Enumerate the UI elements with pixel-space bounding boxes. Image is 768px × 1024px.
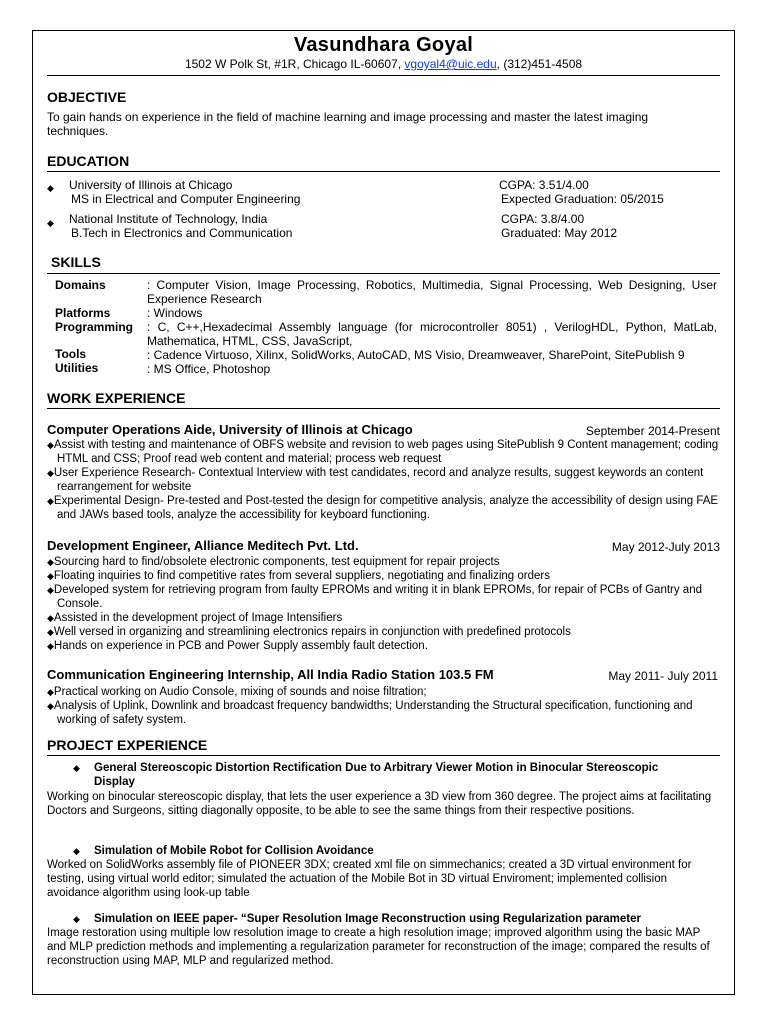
list-item: ◆User Experience Research- Contextual Interview with test candidates, record and analyze results, suggest keywords an content rearrangement for website	[47, 467, 704, 493]
job-bullets-3	[47, 685, 719, 727]
project-desc-3: Image restoration using multiple low resolution image to create a high resolution image; improved algorithm using the basic MAP and MLP prediction methods and implementing a regularization parameter for reconstruction of the image; compared the results of reconstruction using MAP, MLP and regularized method.	[47, 927, 710, 967]
objective-text: To gain hands on experience in the field of machine learning and image processing and master the latest imaging techniques.	[47, 110, 649, 138]
project-title-2: Simulation of Mobile Robot for Collision Avoidance	[94, 845, 374, 857]
skill-value-tools: : Cadence Virtuoso, Xilinx, SolidWorks, AutoCAD, MS Visio, Dreamweaver, SharePoint, SitePublish 9	[147, 348, 685, 362]
list-item: ◆Assisted in the development project of Image Intensifiers	[47, 612, 343, 624]
phone-text: , (312)451-4508	[496, 57, 583, 71]
work-heading: WORK EXPERIENCE	[47, 390, 186, 406]
edu-grad-1: Expected Graduation: 05/2015	[501, 192, 664, 206]
job-title-1: Computer Operations Aide, University of Illinois at Chicago	[47, 422, 413, 437]
skill-label-tools: Tools	[55, 347, 87, 361]
job-title-3: Communication Engineering Internship, All India Radio Station 103.5 FM	[47, 667, 494, 682]
edu-school-1: University of Illinois at Chicago	[69, 178, 233, 192]
list-item: ◆Practical working on Audio Console, mixing of sounds and noise filtration;	[47, 686, 427, 698]
skill-label-domains: Domains	[55, 278, 106, 292]
project-desc-1: Working on binocular stereoscopic display, that lets the user experience a 3D view from 360 degree. The project aims at facilitating Doctors and Surgeons, sitting diagonally opposite, to be able to see the same things from their respective positions.	[47, 791, 712, 817]
objective-heading: OBJECTIVE	[47, 89, 127, 105]
edu-gpa-1: CGPA: 3.51/4.00	[499, 178, 589, 192]
bullet-icon: ◆	[73, 763, 80, 773]
skill-label-platforms: Platforms	[55, 306, 111, 320]
skill-value-utilities: : MS Office, Photoshop	[147, 362, 271, 376]
edu-school-2: National Institute of Technology, India	[69, 212, 268, 226]
bullet-icon: ◆	[73, 914, 80, 924]
job-date-2: May 2012-July 2013	[611, 540, 720, 554]
projects-divider	[47, 755, 720, 756]
job-bullets-1	[47, 438, 719, 522]
list-item: ◆Experimental Design- Pre-tested and Post-tested the design for competitive analysis, analyze the accessibility of design using FAE and JAWs based tools, analyze the accessibility for keyboard functioning.	[47, 495, 719, 521]
list-item: ◆Floating inquiries to find competitive rates from several suppliers, negotiating and finalizing orders	[47, 570, 550, 582]
skill-label-utilities: Utilities	[55, 361, 99, 375]
skill-value-programming: : C, C++,Hexadecimal Assembly language (for microcontroller 8051) , VerilogHDL, Python, MatLab, Mathematica, HTML, CSS, JavaScript,	[147, 320, 717, 348]
skill-label-programming: Programming	[55, 320, 134, 334]
candidate-name: Vasundhara Goyal	[293, 34, 474, 56]
project-title-3: Simulation on IEEE paper- “Super Resolution Image Reconstruction using Regularization parameter	[94, 913, 641, 925]
contact-line	[33, 57, 734, 71]
skill-value-domains: : Computer Vision, Image Processing, Robotics, Multimedia, Signal Processing, Web Designing, User Experience Research	[147, 278, 717, 306]
list-item: ◆Hands on experience in PCB and Power Supply assembly fault detection.	[47, 640, 428, 652]
list-item: ◆Developed system for retrieving program from faulty EPROMs and writing it in blank EPROMs, for repair of PCBs of Gantry and Console.	[47, 584, 702, 610]
address-text: 1502 W Polk St, #1R, Chicago IL-60607,	[184, 57, 405, 71]
header-divider	[47, 75, 720, 76]
job-date-3: May 2011- July 2011	[608, 669, 718, 683]
bullet-icon: ◆	[47, 183, 54, 193]
email-link[interactable]: vgoyal4@uic.edu	[404, 57, 497, 71]
bullet-icon: ◆	[47, 218, 54, 228]
edu-grad-2: Graduated: May 2012	[501, 226, 618, 240]
job-title-2: Development Engineer, Alliance Meditech Pvt. Ltd.	[47, 538, 359, 553]
bullet-icon: ◆	[73, 846, 80, 856]
skills-heading: SKILLS	[51, 254, 101, 270]
project-title-1: General Stereoscopic Distortion Rectification Due to Arbitrary Viewer Motion in Binocular Stereoscopic Display	[94, 762, 659, 788]
skill-value-platforms: : Windows	[147, 306, 203, 320]
list-item: ◆Assist with testing and maintenance of OBFS website and revision to web pages using SitePublish 9 Content management; coding HTML and CSS; Proof read web content and material; process web request	[47, 439, 719, 465]
list-item: ◆Well versed in organizing and streamlining electronics repairs in conjunction with predefined protocols	[47, 626, 571, 638]
education-divider	[47, 171, 720, 172]
job-bullets-2	[47, 555, 719, 653]
list-item: ◆Analysis of Uplink, Downlink and broadcast frequency bandwidths; Understanding the Structural specification, functioning and working of safety system.	[47, 700, 693, 726]
project-desc-2: Worked on SolidWorks assembly file of PIONEER 3DX; created xml file on simmechanics; created a 3D virtual environment for testing, using virtual world editor; simulated the actuation of the Mobile Bot in 3D virtual Enviroment; implemented collision avoidance algorithm using look-up table	[47, 859, 692, 899]
skills-divider	[47, 273, 720, 274]
edu-degree-2: B.Tech in Electronics and Communication	[71, 226, 293, 240]
edu-degree-1: MS in Electrical and Computer Engineering	[71, 192, 301, 206]
projects-heading: PROJECT EXPERIENCE	[47, 737, 208, 753]
education-heading: EDUCATION	[47, 153, 130, 169]
job-date-1: September 2014-Present	[585, 424, 720, 438]
resume-page	[32, 30, 735, 995]
work-divider	[47, 408, 720, 409]
list-item: ◆Sourcing hard to find/obsolete electronic components, test equipment for repair projects	[47, 556, 500, 568]
edu-gpa-2: CGPA: 3.8/4.00	[501, 212, 585, 226]
